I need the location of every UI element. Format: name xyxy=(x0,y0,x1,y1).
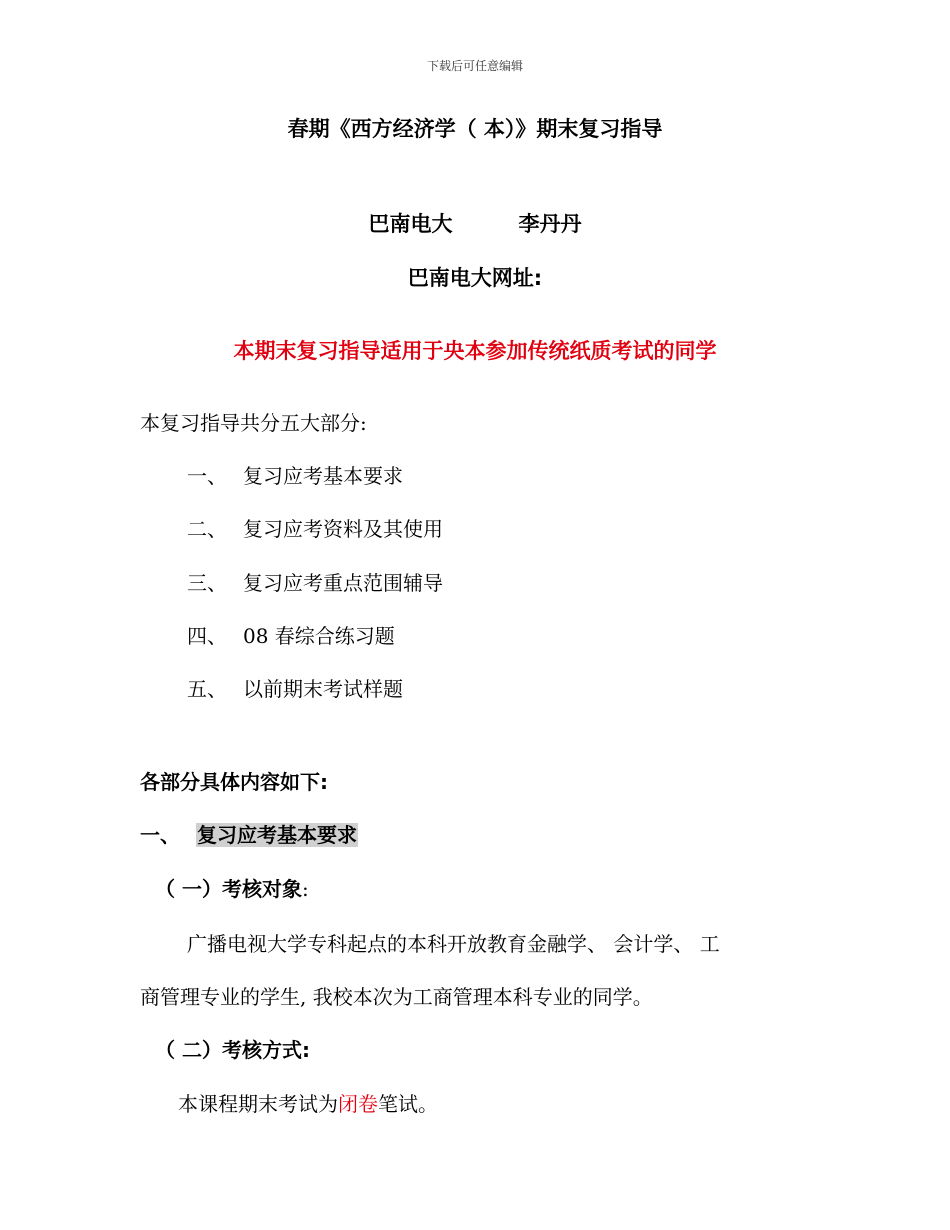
site-label: 巴南电大网址: xyxy=(407,266,543,290)
paragraph-text: 笔试。 xyxy=(378,1092,438,1116)
outline-text: 复习应考基本要求 xyxy=(243,464,403,488)
outline-item xyxy=(187,513,443,542)
parts-heading: 各部分具体内容如下: xyxy=(140,770,328,794)
subsection-heading: （ 二）考核方式: xyxy=(155,1038,310,1062)
outline-item xyxy=(187,673,403,702)
outline-text: 以前期末考试样题 xyxy=(243,677,403,701)
document-title: 春期《西方经济学（ 本）》期末复习指导 xyxy=(287,117,663,141)
outline-text: 08 春综合练习题 xyxy=(243,624,395,648)
paragraph-line: 广播电视大学专科起点的本科开放教育金融学、 会计学、 工 xyxy=(187,932,720,956)
paragraph xyxy=(178,1088,438,1117)
subsection-colon: : xyxy=(301,877,309,901)
highlight-text: 闭卷 xyxy=(338,1092,378,1116)
section-title: 复习应考基本要求 xyxy=(197,823,357,847)
outline-number: 三、 xyxy=(187,571,227,595)
author-name: 李丹丹 xyxy=(518,212,582,236)
author-school: 巴南电大 xyxy=(368,212,453,236)
outline-item xyxy=(187,567,443,596)
outline-text: 复习应考资料及其使用 xyxy=(243,517,443,541)
author-line xyxy=(0,208,950,238)
section-number: 一、 xyxy=(140,823,180,847)
outline-item xyxy=(187,620,395,649)
subsection-heading xyxy=(155,873,309,902)
outline-number: 四、 xyxy=(187,624,227,648)
header-note: 下载后可任意编辑 xyxy=(426,59,523,73)
outline-number: 二、 xyxy=(187,517,227,541)
paragraph-text: 本课程期末考试为 xyxy=(178,1092,338,1116)
outline-text: 复习应考重点范围辅导 xyxy=(243,571,443,595)
outline-number: 五、 xyxy=(187,677,227,701)
outline-item xyxy=(187,460,403,489)
paragraph-line: 商管理专业的学生, 我校本次为工商管理本科专业的同学。 xyxy=(140,985,653,1009)
notice-line: 本期末复习指导适用于央本参加传统纸质考试的同学 xyxy=(233,339,717,363)
subsection-label: （ 一）考核对象 xyxy=(155,877,302,901)
section-heading xyxy=(140,819,358,848)
outline-number: 一、 xyxy=(187,464,227,488)
intro-text: 本复习指导共分五大部分: xyxy=(140,411,367,435)
